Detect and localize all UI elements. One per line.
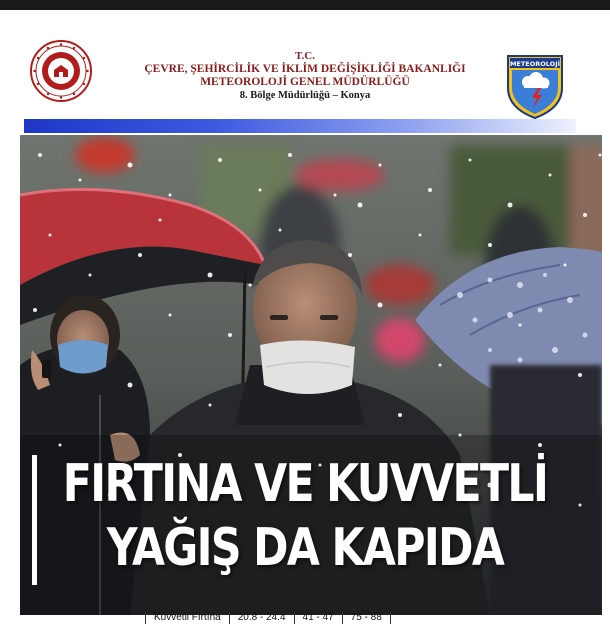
ministry-seal-icon: [30, 40, 92, 102]
heading-line-tc: T.C.: [295, 50, 315, 62]
heading-line-regional: 8. Bölge Müdürlüğü – Konya: [239, 90, 371, 101]
table-cell-speed-kmh: 75 - 88: [342, 612, 391, 624]
headline-line-2: YAĞIŞ DA KAPIDA: [106, 518, 504, 578]
top-strip: [0, 0, 610, 10]
headline-line-1: FIRTINA VE KUVVETLİ: [62, 454, 548, 514]
table-fragment-row: [145, 612, 391, 624]
meteorology-logo-icon: [506, 54, 564, 120]
logo-text: METEOROLOJİ: [509, 60, 561, 68]
heading-line-ministry: ÇEVRE, ŞEHİRCİLİK VE İKLİM DEĞİŞİKLİĞİ BAKANLIĞI: [144, 63, 466, 75]
header-divider-bar: [24, 119, 576, 133]
headline: [55, 452, 555, 580]
heading-line-directorate: METEOROLOJİ GENEL MÜDÜRLÜĞÜ: [200, 76, 410, 88]
ministry-heading: [110, 50, 500, 103]
table-cell-speed-ms: 20.8 - 24.4: [229, 612, 294, 624]
table-cell-label: Kuvvetli Fırtına: [145, 612, 229, 624]
headline-accent-line: [32, 455, 37, 585]
table-cell-speed-knots: 41 - 47: [294, 612, 342, 624]
